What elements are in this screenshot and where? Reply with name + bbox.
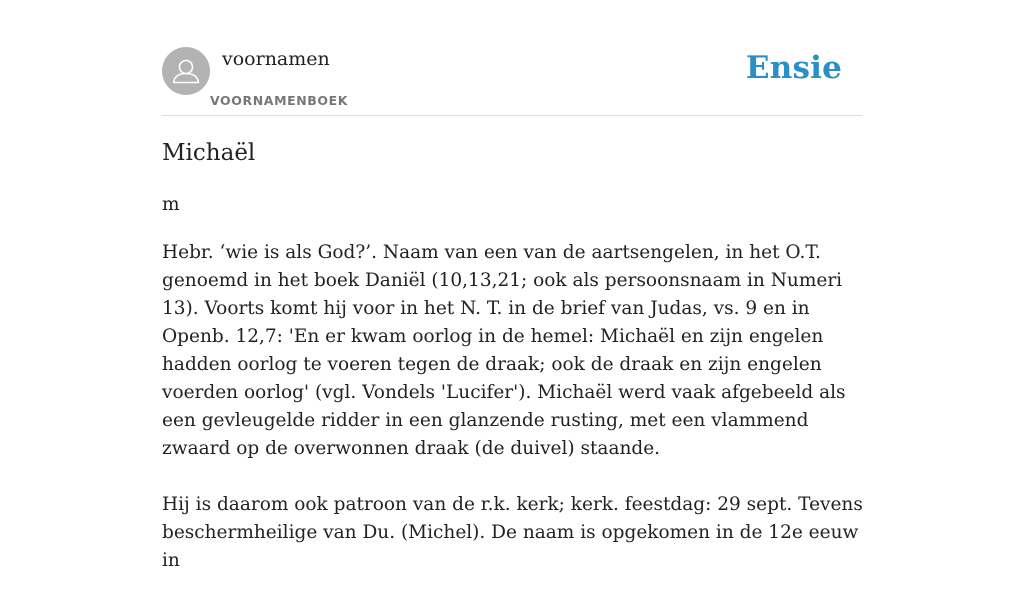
entry-body	[162, 239, 867, 603]
user-icon	[162, 47, 210, 95]
site-subtitle[interactable]: VOORNAMENBOEK	[210, 93, 349, 108]
entry-paragraph: Hij is daarom ook patroon van de r.k. kerk; kerk. feestdag: 29 sept. Tevens beschermheilige van Du. (Michel). De naam is opgekomen in de 12e eeuw in	[162, 494, 863, 571]
user-avatar-icon[interactable]	[162, 47, 210, 95]
entry-title: Michaël	[162, 140, 256, 166]
entry-paragraph: Hebr. ‘wie is als God?’. Naam van een van de aartsengelen, in het O.T. genoemd in het boek Daniël (10,13,21; ook als persoonsnaam in Numeri 13). Voorts komt hij voor in het N. T. in de brief van Judas, vs. 9 en in Openb. 12,7: 'En er kwam oorlog in de hemel: Michaël en zijn engelen hadden oorlog te voeren tegen de draak; ook de draak en zijn engelen voerden oorlog' (vgl. Vondels 'Lucifer'). Michaël werd vaak afgebeeld als een gevleugelde ridder in een glanzende rusting, met een vlammend zwaard op de overwonnen draak (de duivel) staande.	[162, 242, 846, 459]
site-name[interactable]: voornamen	[222, 48, 330, 70]
brand-logo-link[interactable]: Ensie	[745, 50, 842, 86]
site-header	[162, 46, 862, 116]
entry-gender: m	[162, 194, 180, 215]
